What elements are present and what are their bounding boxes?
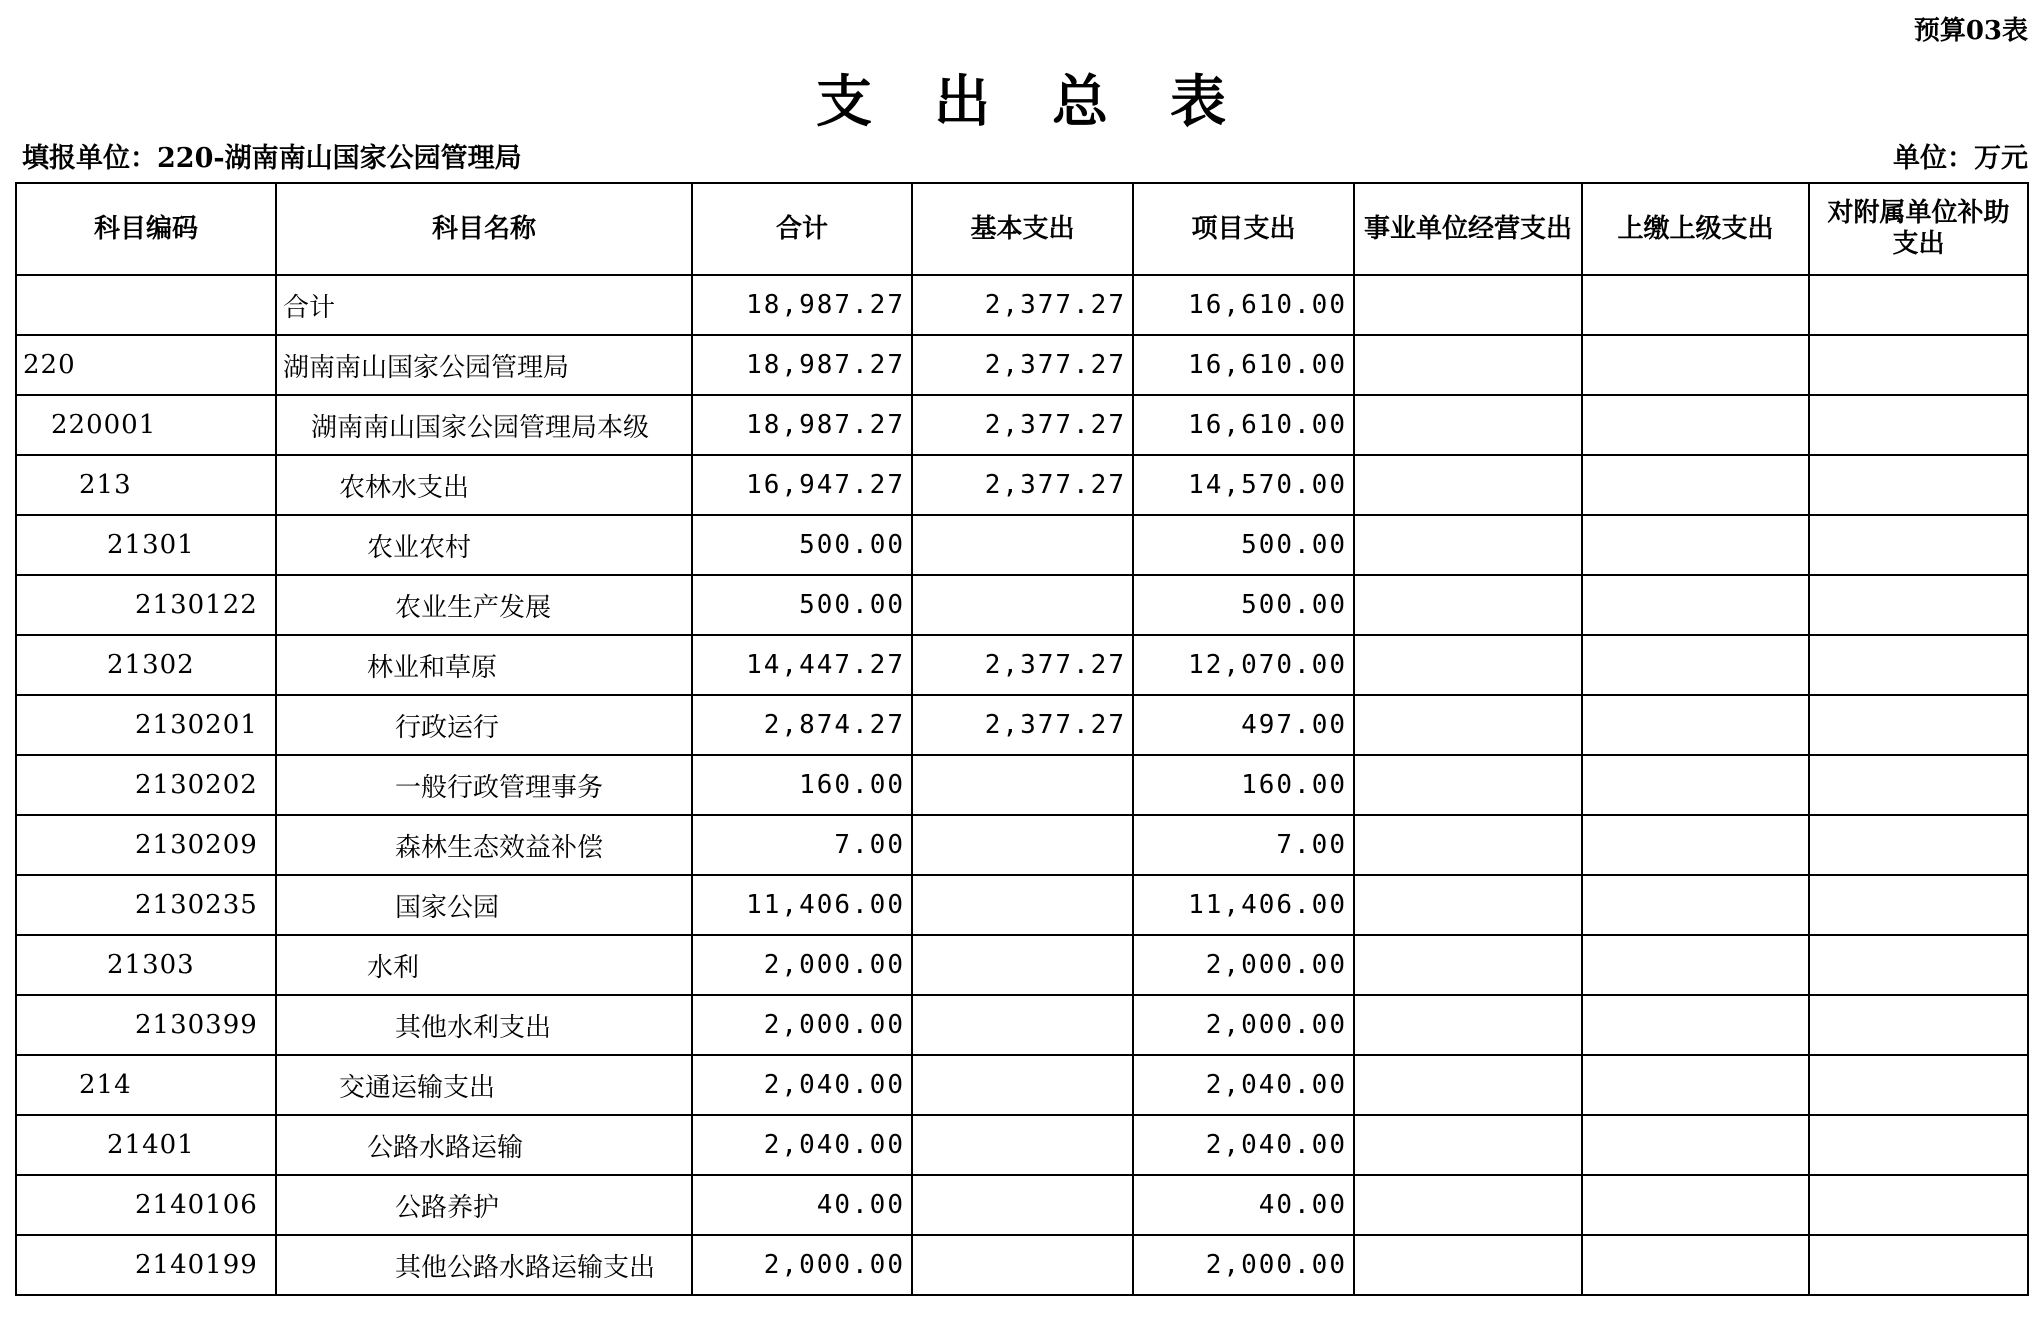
row-code-cell: 2130122: [16, 575, 276, 635]
row-business-cell: [1354, 455, 1582, 515]
table-row: [16, 695, 2028, 755]
table-row: [16, 635, 2028, 695]
row-business-cell: [1354, 515, 1582, 575]
row-code-cell: 2130209: [16, 815, 276, 875]
row-code-cell: 220001: [16, 395, 276, 455]
row-basic-cell: [912, 1055, 1133, 1115]
row-remit-cell: [1582, 815, 1809, 875]
table-row: [16, 275, 2028, 335]
row-subsidy-cell: [1809, 1235, 2028, 1295]
row-name-cell: 湖南南山国家公园管理局: [276, 335, 692, 395]
row-basic-cell: [912, 935, 1133, 995]
col-header-code: 科目编码: [16, 183, 276, 275]
row-remit-cell: [1582, 335, 1809, 395]
table-header-row: [16, 183, 2028, 275]
col-header-name: 科目名称: [276, 183, 692, 275]
row-subsidy-cell: [1809, 815, 2028, 875]
row-total-cell: 7.00: [692, 815, 912, 875]
row-remit-cell: [1582, 455, 1809, 515]
row-project-cell: 11,406.00: [1133, 875, 1354, 935]
form-number: 预算03表: [1913, 16, 2028, 46]
expenditure-table: [15, 182, 2029, 1296]
table-row: [16, 815, 2028, 875]
row-business-cell: [1354, 275, 1582, 335]
row-code-cell: 21303: [16, 935, 276, 995]
currency-unit: 单位：万元: [1893, 143, 2028, 174]
row-project-cell: 2,040.00: [1133, 1055, 1354, 1115]
table-row: [16, 875, 2028, 935]
row-name-cell: 行政运行: [276, 695, 692, 755]
row-subsidy-cell: [1809, 635, 2028, 695]
table-row: [16, 935, 2028, 995]
row-remit-cell: [1582, 515, 1809, 575]
row-code-cell: 2130235: [16, 875, 276, 935]
table-row: [16, 1055, 2028, 1115]
row-remit-cell: [1582, 1175, 1809, 1235]
row-name-cell: 农业农村: [276, 515, 692, 575]
row-total-cell: 2,874.27: [692, 695, 912, 755]
row-remit-cell: [1582, 1235, 1809, 1295]
row-project-cell: 2,000.00: [1133, 995, 1354, 1055]
row-total-cell: 18,987.27: [692, 335, 912, 395]
row-code-cell: [16, 275, 276, 335]
row-subsidy-cell: [1809, 275, 2028, 335]
row-name-cell: 湖南南山国家公园管理局本级: [276, 395, 692, 455]
row-total-cell: 18,987.27: [692, 275, 912, 335]
table-row: [16, 1115, 2028, 1175]
row-basic-cell: 2,377.27: [912, 635, 1133, 695]
table-row: [16, 1235, 2028, 1295]
row-basic-cell: 2,377.27: [912, 275, 1133, 335]
row-name-cell: 公路水路运输: [276, 1115, 692, 1175]
filling-unit: 填报单位：220-湖南南山国家公园管理局: [22, 143, 522, 174]
col-header-project: 项目支出: [1133, 183, 1354, 275]
row-project-cell: 16,610.00: [1133, 395, 1354, 455]
row-total-cell: 2,000.00: [692, 1235, 912, 1295]
row-name-cell: 林业和草原: [276, 635, 692, 695]
row-basic-cell: [912, 755, 1133, 815]
row-project-cell: 16,610.00: [1133, 335, 1354, 395]
row-project-cell: 14,570.00: [1133, 455, 1354, 515]
col-header-subsidy: 对附属单位补助支出: [1809, 183, 2028, 275]
row-project-cell: 160.00: [1133, 755, 1354, 815]
table-row: [16, 335, 2028, 395]
row-remit-cell: [1582, 275, 1809, 335]
row-remit-cell: [1582, 395, 1809, 455]
row-remit-cell: [1582, 755, 1809, 815]
row-code-cell: 21302: [16, 635, 276, 695]
row-total-cell: 160.00: [692, 755, 912, 815]
row-basic-cell: [912, 515, 1133, 575]
row-project-cell: 40.00: [1133, 1175, 1354, 1235]
row-basic-cell: 2,377.27: [912, 455, 1133, 515]
row-basic-cell: [912, 995, 1133, 1055]
row-name-cell: 其他水利支出: [276, 995, 692, 1055]
row-remit-cell: [1582, 695, 1809, 755]
row-code-cell: 21301: [16, 515, 276, 575]
row-name-cell: 国家公园: [276, 875, 692, 935]
row-subsidy-cell: [1809, 335, 2028, 395]
row-subsidy-cell: [1809, 455, 2028, 515]
row-project-cell: 7.00: [1133, 815, 1354, 875]
table-row: [16, 995, 2028, 1055]
table-row: [16, 755, 2028, 815]
row-business-cell: [1354, 575, 1582, 635]
row-name-cell: 交通运输支出: [276, 1055, 692, 1115]
row-name-cell: 合计: [276, 275, 692, 335]
col-header-total: 合计: [692, 183, 912, 275]
row-name-cell: 农业生产发展: [276, 575, 692, 635]
row-code-cell: 2130399: [16, 995, 276, 1055]
row-remit-cell: [1582, 1115, 1809, 1175]
row-remit-cell: [1582, 1055, 1809, 1115]
row-project-cell: 2,000.00: [1133, 1235, 1354, 1295]
row-remit-cell: [1582, 575, 1809, 635]
row-business-cell: [1354, 635, 1582, 695]
row-subsidy-cell: [1809, 995, 2028, 1055]
row-total-cell: 16,947.27: [692, 455, 912, 515]
row-remit-cell: [1582, 635, 1809, 695]
row-business-cell: [1354, 995, 1582, 1055]
row-remit-cell: [1582, 995, 1809, 1055]
page-title: 支出总表: [816, 69, 1288, 135]
row-subsidy-cell: [1809, 1115, 2028, 1175]
row-subsidy-cell: [1809, 575, 2028, 635]
row-basic-cell: 2,377.27: [912, 695, 1133, 755]
row-total-cell: 2,040.00: [692, 1115, 912, 1175]
row-basic-cell: [912, 1175, 1133, 1235]
row-business-cell: [1354, 1055, 1582, 1115]
col-header-business: 事业单位经营支出: [1354, 183, 1582, 275]
row-business-cell: [1354, 875, 1582, 935]
row-business-cell: [1354, 1175, 1582, 1235]
row-basic-cell: [912, 1115, 1133, 1175]
row-business-cell: [1354, 1235, 1582, 1295]
table-row: [16, 455, 2028, 515]
row-total-cell: 2,040.00: [692, 1055, 912, 1115]
row-total-cell: 40.00: [692, 1175, 912, 1235]
row-project-cell: 500.00: [1133, 515, 1354, 575]
row-subsidy-cell: [1809, 1175, 2028, 1235]
row-code-cell: 2130201: [16, 695, 276, 755]
row-business-cell: [1354, 935, 1582, 995]
row-business-cell: [1354, 1115, 1582, 1175]
table-row: [16, 1175, 2028, 1235]
row-name-cell: 水利: [276, 935, 692, 995]
row-name-cell: 公路养护: [276, 1175, 692, 1235]
row-total-cell: 2,000.00: [692, 935, 912, 995]
row-total-cell: 500.00: [692, 515, 912, 575]
row-project-cell: 12,070.00: [1133, 635, 1354, 695]
row-basic-cell: 2,377.27: [912, 335, 1133, 395]
row-subsidy-cell: [1809, 755, 2028, 815]
row-code-cell: 2130202: [16, 755, 276, 815]
row-remit-cell: [1582, 875, 1809, 935]
table-row: [16, 395, 2028, 455]
row-code-cell: 213: [16, 455, 276, 515]
row-project-cell: 2,000.00: [1133, 935, 1354, 995]
row-name-cell: 森林生态效益补偿: [276, 815, 692, 875]
row-code-cell: 2140199: [16, 1235, 276, 1295]
row-code-cell: 2140106: [16, 1175, 276, 1235]
table-row: [16, 575, 2028, 635]
row-basic-cell: [912, 875, 1133, 935]
row-business-cell: [1354, 755, 1582, 815]
row-code-cell: 21401: [16, 1115, 276, 1175]
row-business-cell: [1354, 695, 1582, 755]
row-business-cell: [1354, 335, 1582, 395]
row-total-cell: 11,406.00: [692, 875, 912, 935]
row-basic-cell: [912, 575, 1133, 635]
row-total-cell: 500.00: [692, 575, 912, 635]
row-business-cell: [1354, 395, 1582, 455]
row-subsidy-cell: [1809, 695, 2028, 755]
row-code-cell: 214: [16, 1055, 276, 1115]
row-subsidy-cell: [1809, 395, 2028, 455]
row-subsidy-cell: [1809, 515, 2028, 575]
row-total-cell: 2,000.00: [692, 995, 912, 1055]
row-project-cell: 2,040.00: [1133, 1115, 1354, 1175]
row-code-cell: 220: [16, 335, 276, 395]
row-name-cell: 一般行政管理事务: [276, 755, 692, 815]
row-basic-cell: [912, 1235, 1133, 1295]
row-project-cell: 16,610.00: [1133, 275, 1354, 335]
row-total-cell: 14,447.27: [692, 635, 912, 695]
row-remit-cell: [1582, 935, 1809, 995]
row-name-cell: 农林水支出: [276, 455, 692, 515]
row-project-cell: 497.00: [1133, 695, 1354, 755]
table-row: [16, 515, 2028, 575]
row-project-cell: 500.00: [1133, 575, 1354, 635]
row-total-cell: 18,987.27: [692, 395, 912, 455]
col-header-basic: 基本支出: [912, 183, 1133, 275]
row-name-cell: 其他公路水路运输支出: [276, 1235, 692, 1295]
col-header-remit: 上缴上级支出: [1582, 183, 1809, 275]
row-basic-cell: 2,377.27: [912, 395, 1133, 455]
row-subsidy-cell: [1809, 1055, 2028, 1115]
row-subsidy-cell: [1809, 875, 2028, 935]
row-business-cell: [1354, 815, 1582, 875]
row-basic-cell: [912, 815, 1133, 875]
row-subsidy-cell: [1809, 935, 2028, 995]
